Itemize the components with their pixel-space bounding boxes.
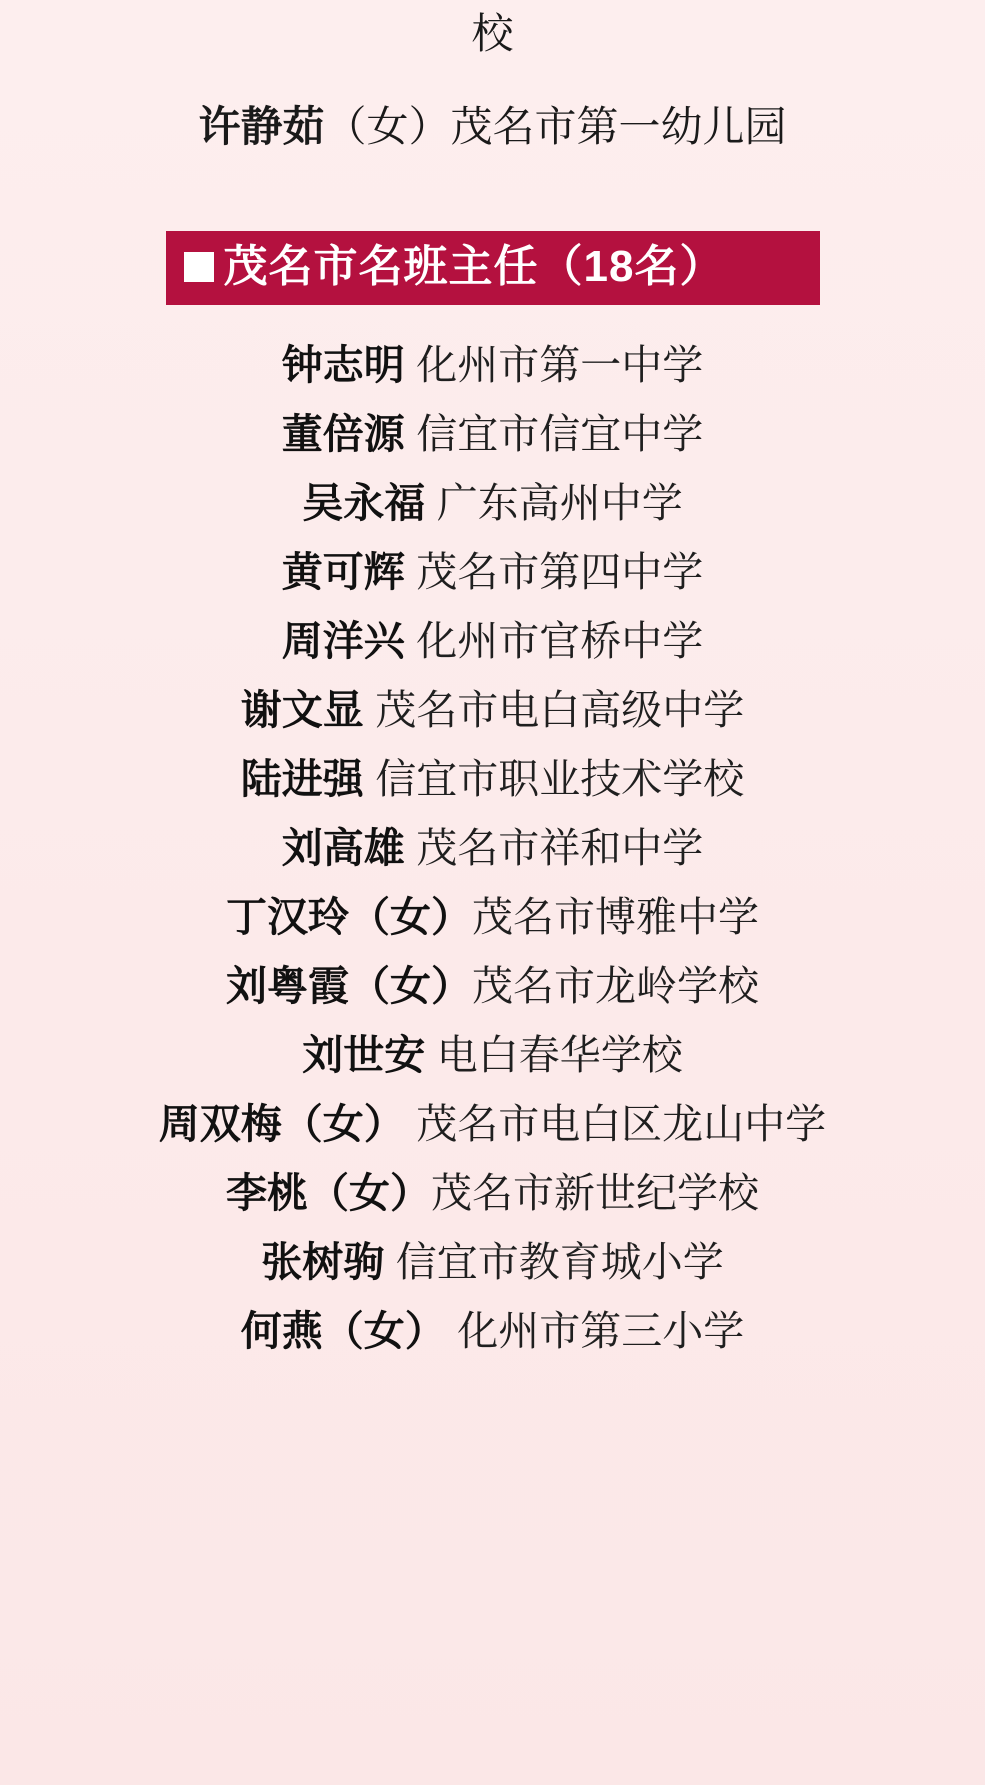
list-item	[30, 400, 955, 469]
entry-list	[30, 331, 955, 1366]
person-name: 周双梅	[158, 1101, 282, 1148]
person-name: 吴永福	[302, 480, 426, 527]
person-name: 许静茹	[198, 102, 325, 150]
person-gender: （女）	[349, 894, 472, 941]
person-name: 张树驹	[261, 1239, 385, 1286]
section-banner	[166, 231, 820, 305]
list-item	[30, 1228, 955, 1297]
person-organization: 茂名市电白高级中学	[375, 687, 745, 734]
list-item	[30, 814, 955, 883]
section-banner-wrapper	[30, 231, 955, 305]
fragment-line-1	[30, 0, 955, 61]
list-item	[30, 1021, 955, 1090]
person-organization: 广东高州中学	[436, 480, 683, 527]
list-item	[30, 331, 955, 400]
person-organization: 茂名市电白区龙山中学	[404, 1101, 827, 1148]
person-organization: 茂名市第四中学	[416, 549, 704, 596]
person-name: 刘粤霞	[226, 963, 349, 1010]
person-organization: 茂名市龙岭学校	[472, 963, 759, 1010]
person-organization: 信宜市教育城小学	[395, 1239, 724, 1286]
list-item	[30, 1159, 955, 1228]
person-organization: 茂名市博雅中学	[472, 894, 759, 941]
person-name: 钟志明	[281, 342, 405, 389]
person-name: 刘高雄	[281, 825, 405, 872]
section-title: 茂名市名班主任（18名）	[223, 242, 725, 291]
person-name: 丁汉玲	[226, 894, 349, 941]
person-name: 黄可辉	[281, 549, 405, 596]
person-organization: 信宜市信宜中学	[416, 411, 704, 458]
person-name: 谢文显	[240, 687, 364, 734]
fragment-line-2	[30, 61, 955, 154]
person-organization: 电白春华学校	[436, 1032, 683, 1079]
person-organization: 茂名市祥和中学	[416, 825, 704, 872]
list-item	[30, 676, 955, 745]
person-organization: 茂名市新世纪学校	[431, 1170, 759, 1217]
person-name: 周洋兴	[281, 618, 405, 665]
list-item	[30, 607, 955, 676]
person-organization: 茂名市第一幼儿园	[450, 102, 787, 150]
person-name: 李桃	[226, 1170, 308, 1217]
list-item	[30, 883, 955, 952]
list-item	[30, 745, 955, 814]
list-item	[30, 469, 955, 538]
person-gender: （女）	[308, 1170, 431, 1217]
person-gender: （女）	[324, 102, 451, 150]
person-name: 陆进强	[240, 756, 364, 803]
person-organization: 化州市官桥中学	[416, 618, 704, 665]
person-gender: （女）	[281, 1101, 405, 1148]
person-name: 董倍源	[281, 411, 405, 458]
person-gender: （女）	[349, 963, 472, 1010]
person-name: 何燕	[240, 1308, 323, 1355]
list-item	[30, 1297, 955, 1366]
person-organization: 化州市第一中学	[416, 342, 704, 389]
list-item	[30, 952, 955, 1021]
list-item	[30, 1090, 955, 1159]
person-gender: （女）	[322, 1308, 446, 1355]
person-organization: 化州市第三小学	[457, 1308, 745, 1355]
square-bullet-icon	[184, 252, 214, 282]
fragment-line-1-text: 校	[471, 10, 514, 57]
person-name: 刘世安	[302, 1032, 426, 1079]
list-item	[30, 538, 955, 607]
person-organization: 信宜市职业技术学校	[375, 756, 745, 803]
